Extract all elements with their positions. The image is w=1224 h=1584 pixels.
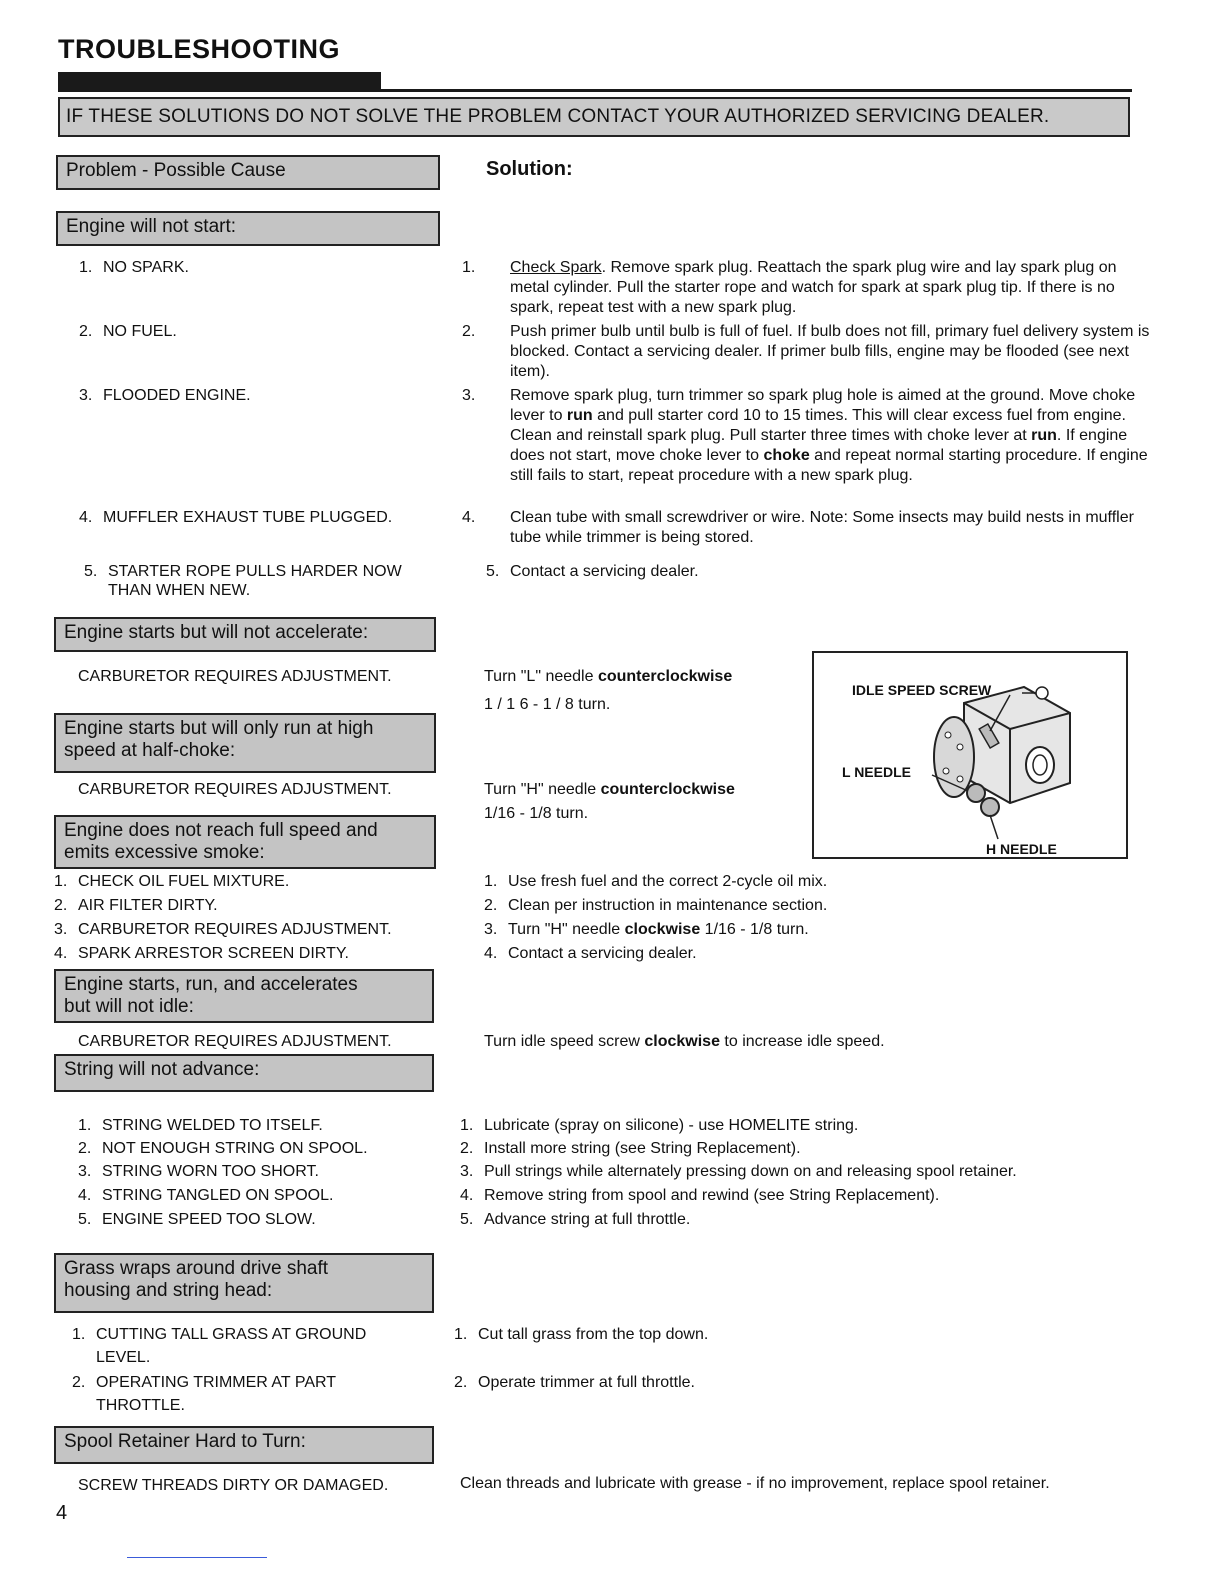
cause-item: 4. MUFFLER EXHAUST TUBE PLUGGED. (79, 509, 393, 526)
heading-spool-retainer: Spool Retainer Hard to Turn: (54, 1426, 434, 1464)
cause-item-cont: THAN WHEN NEW. (108, 582, 251, 599)
page-title: TROUBLESHOOTING (58, 34, 340, 64)
solution-item-cont: 1/16 - 1/8 turn. (484, 805, 589, 822)
cause-item: 1. NO SPARK. (79, 259, 189, 276)
solution-item: Clean threads and lubricate with grease - if no improvement, replace spool retainer. (460, 1475, 1050, 1492)
problem-header: Problem - Possible Cause (56, 155, 440, 190)
solution-item: 5. Advance string at full throttle. (460, 1211, 691, 1228)
cause-item-cont: THROTTLE. (96, 1397, 185, 1414)
heading-string-will-not-advance: String will not advance: (54, 1054, 434, 1092)
solution-item: 1. Use fresh fuel and the correct 2-cycle oil mix. (484, 873, 828, 890)
cause-item: 3. STRING WORN TOO SHORT. (78, 1163, 319, 1180)
heading-will-not-idle: Engine starts, run, and accelerates but will not idle: (54, 969, 434, 1023)
carburetor-diagram (812, 651, 1128, 859)
solution-item: 2. Operate trimmer at full throttle. (454, 1374, 695, 1391)
cause-item: 2. NO FUEL. (79, 323, 177, 340)
warning-banner: IF THESE SOLUTIONS DO NOT SOLVE THE PROBLEM CONTACT YOUR AUTHORIZED SERVICING DEALER. (58, 97, 1130, 137)
cause-item: 2. NOT ENOUGH STRING ON SPOOL. (78, 1140, 368, 1157)
heading-excessive-smoke: Engine does not reach full speed and emits excessive smoke: (54, 815, 436, 869)
heading-half-choke: Engine starts but will only run at high speed at half-choke: (54, 713, 436, 773)
page-number: 4 (56, 1502, 68, 1524)
cause-item: 5. ENGINE SPEED TOO SLOW. (78, 1211, 316, 1228)
solution-item: 1. Check Spark. Remove spark plug. Reattach the spark plug wire and lay spark plug on metal cylinder. Pull the starter rope and watch for spark at spark plug tip. If there is no spark, repeat test with a new spark plug. (462, 259, 1117, 316)
idle-speed-screw-label: IDLE SPEED SCREW (852, 682, 992, 698)
cause-item: 3. FLOODED ENGINE. (79, 387, 251, 404)
solution-item: 5. Contact a servicing dealer. (486, 563, 699, 580)
cause-item: 3. CARBURETOR REQUIRES ADJUSTMENT. (54, 921, 392, 938)
cause-item: 1. STRING WELDED TO ITSELF. (78, 1117, 323, 1134)
solution-header: Solution: (486, 158, 573, 180)
cause-item: 4. SPARK ARRESTOR SCREEN DIRTY. (54, 945, 349, 962)
solution-item: 4. Clean tube with small screwdriver or wire. Note: Some insects may build nests in muffler tube while trimmer is being stored. (462, 509, 1134, 546)
h-needle-label: H NEEDLE (986, 841, 1057, 857)
cause-item-cont: LEVEL. (96, 1349, 151, 1366)
solution-item: 4. Remove string from spool and rewind (see String Replacement). (460, 1187, 940, 1204)
solution-item: 2. Push primer bulb until bulb is full of fuel. If bulb does not fill, primary fuel delivery system is blocked. Contact a servicing dealer. If primer bulb fills, engine may be flooded (see next item). (462, 323, 1150, 380)
solution-item: 3. Pull strings while alternately pressing down on and releasing spool retainer. (460, 1163, 1017, 1180)
solution-item: 2. Install more string (see String Replacement). (460, 1140, 801, 1157)
solution-item: 4. Contact a servicing dealer. (484, 945, 697, 962)
cause-item: CARBURETOR REQUIRES ADJUSTMENT. (78, 1033, 392, 1050)
solution-item: 3. Remove spark plug, turn trimmer so spark plug hole is aimed at the ground. Move choke lever to run and pull starter cord 10 to 15 times. This will clear excess fuel from engine. Clean and reinstall spark plug. Pull starter three times with choke lever at run. If engine does not start, move choke lever to choke and repeat normal starting procedure. If engine still fails to start, repeat procedure with a new spark plug. (462, 387, 1148, 484)
cause-item: 4. STRING TANGLED ON SPOOL. (78, 1187, 334, 1204)
l-needle-label: L NEEDLE (842, 764, 911, 780)
cause-item: 1. CUTTING TALL GRASS AT GROUND (72, 1326, 367, 1343)
solution-item-cont: 1 / 1 6 - 1 / 8 turn. (484, 696, 611, 713)
solution-item: Turn idle speed screw clockwise to increase idle speed. (484, 1033, 885, 1050)
heading-engine-will-not-start: Engine will not start: (56, 211, 440, 246)
solution-item: 3. Turn "H" needle clockwise 1/16 - 1/8 turn. (484, 921, 809, 938)
solution-item: 2. Clean per instruction in maintenance section. (484, 897, 828, 914)
cause-item: 1. CHECK OIL FUEL MIXTURE. (54, 873, 290, 890)
check-spark-link[interactable]: Check Spark (510, 259, 602, 276)
solution-item: Turn "H" needle counterclockwise (484, 781, 735, 798)
heading-grass-wraps: Grass wraps around drive shaft housing and string head: (54, 1253, 434, 1313)
solution-item: Turn "L" needle counterclockwise (484, 668, 733, 685)
cause-item: SCREW THREADS DIRTY OR DAMAGED. (78, 1477, 389, 1494)
cause-item: 5. STARTER ROPE PULLS HARDER NOW (84, 563, 402, 580)
cause-item: CARBURETOR REQUIRES ADJUSTMENT. (78, 781, 392, 798)
cause-item: CARBURETOR REQUIRES ADJUSTMENT. (78, 668, 392, 685)
cause-item: 2. AIR FILTER DIRTY. (54, 897, 218, 914)
footer-rule (127, 1557, 267, 1558)
solution-item: 1. Cut tall grass from the top down. (454, 1326, 709, 1343)
heading-no-accelerate: Engine starts but will not accelerate: (54, 617, 436, 652)
cause-item: 2. OPERATING TRIMMER AT PART (72, 1374, 337, 1391)
solution-item: 1. Lubricate (spray on silicone) - use HOMELITE string. (460, 1117, 859, 1134)
title-rule (58, 89, 1132, 92)
